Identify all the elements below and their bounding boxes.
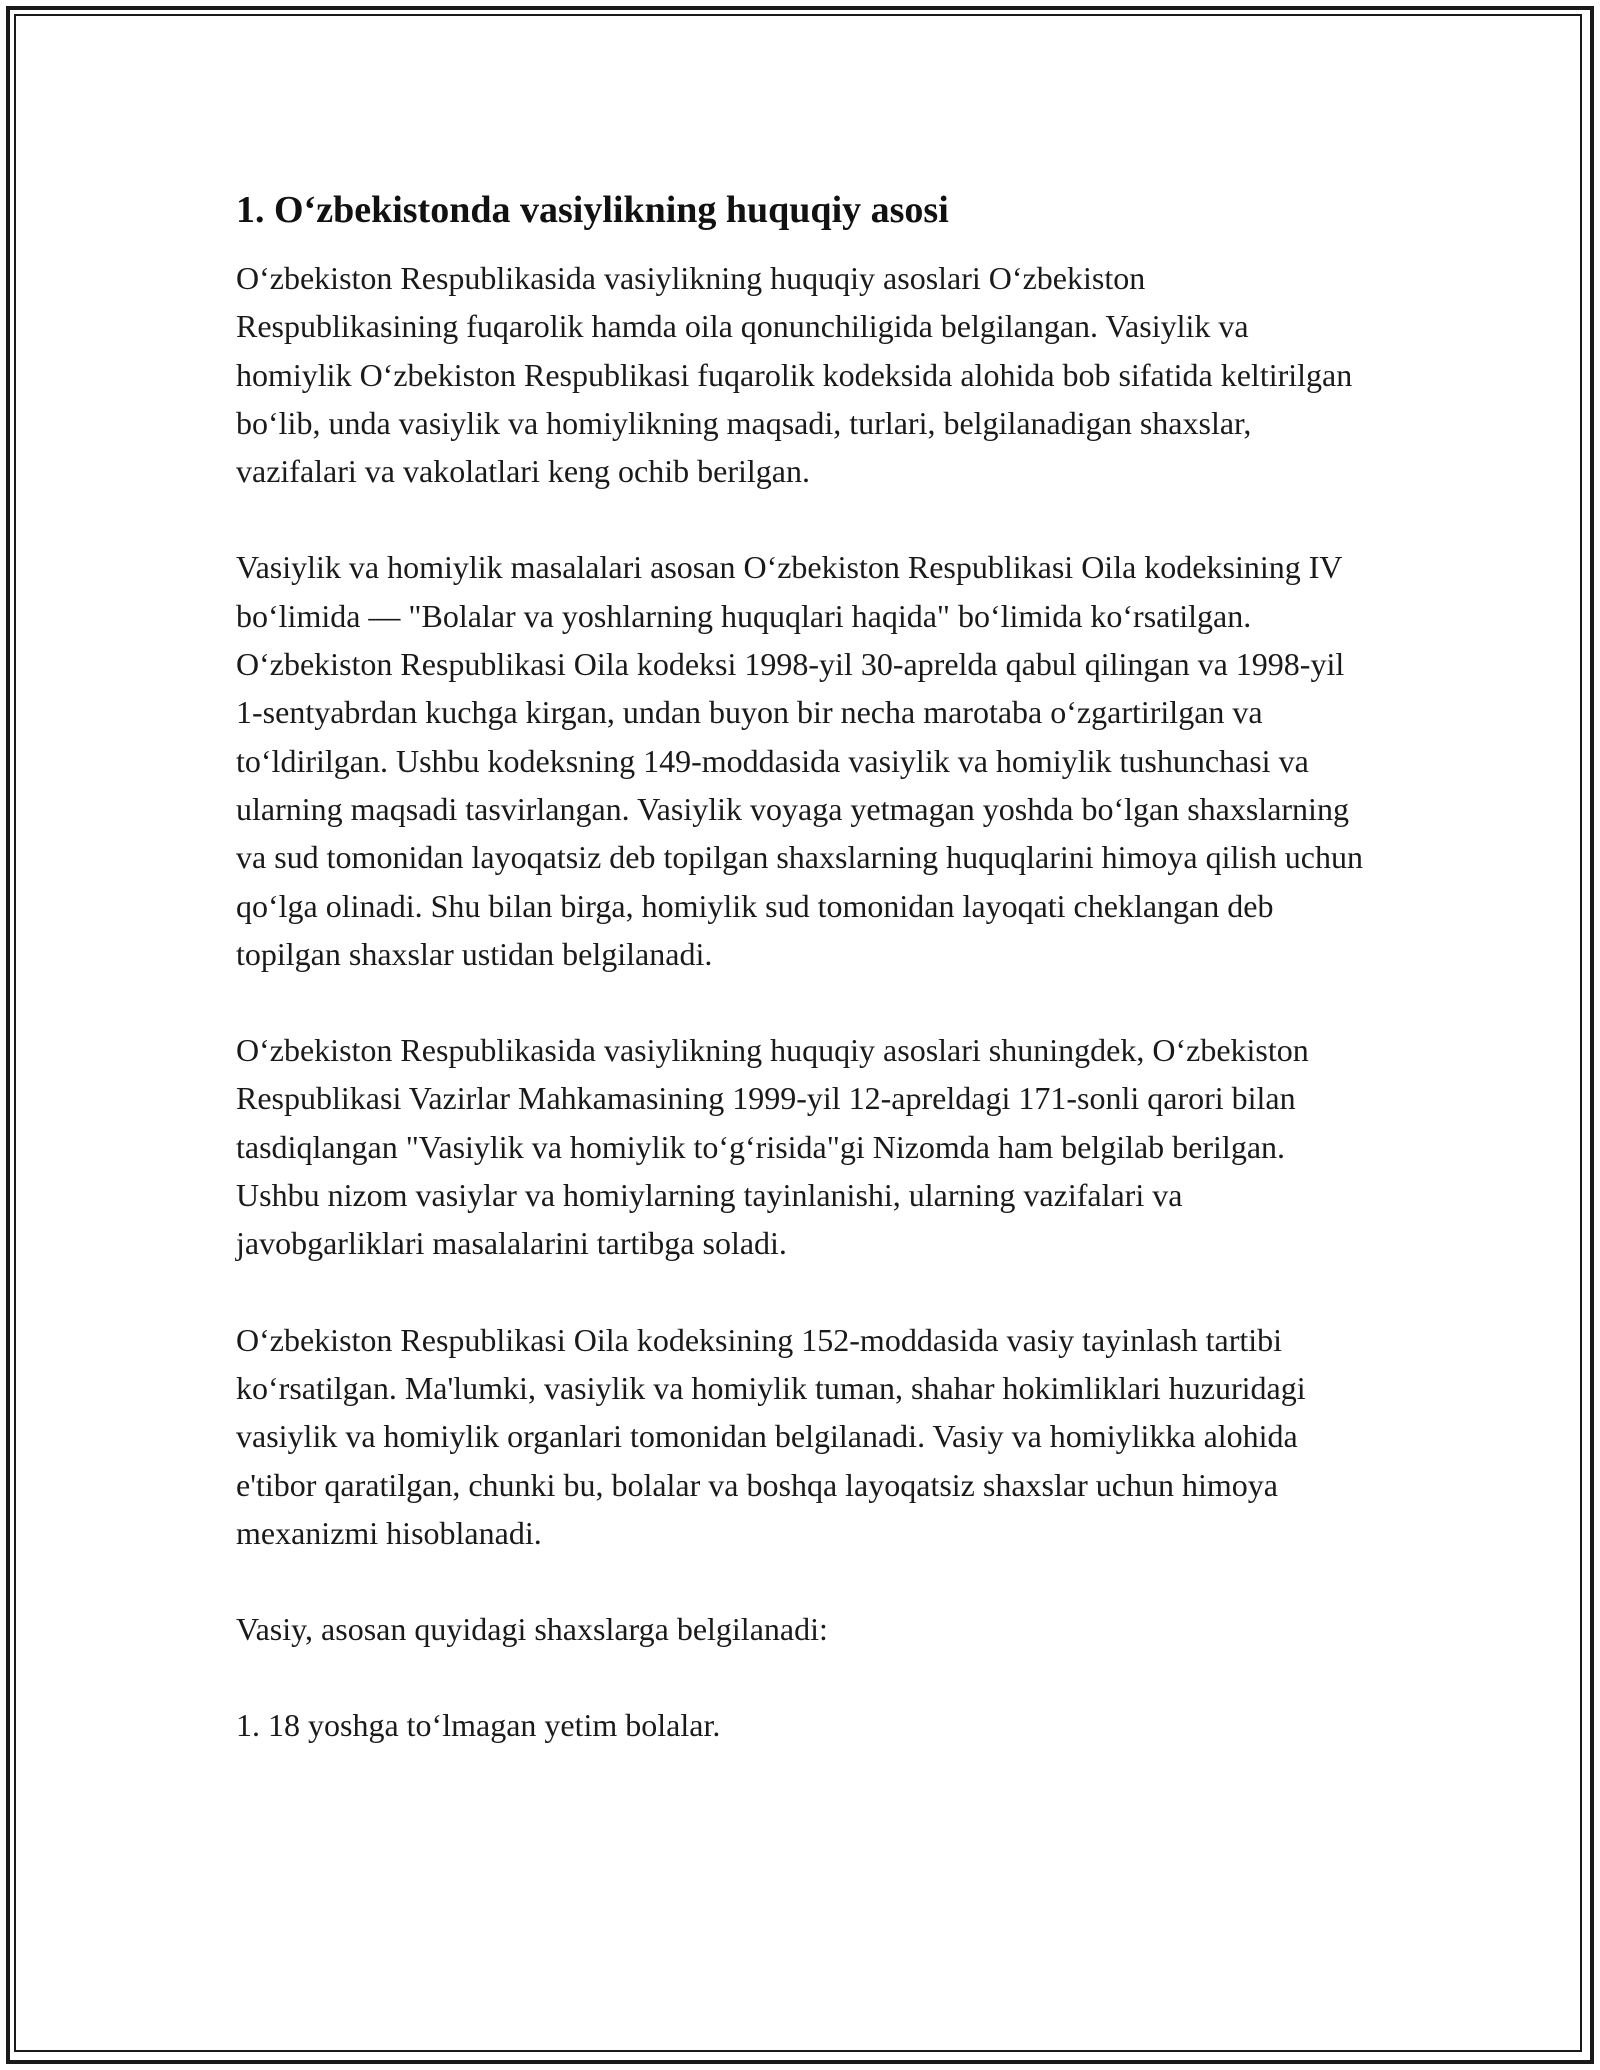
paragraph-1: O‘zbekiston Respublikasida vasiylikning huquqiy asoslari O‘zbekiston Respublikasining fuqarolik hamda oila qonunchiligida belgilangan. Vasiylik va homiylik O‘zbekiston Respublikasi fuqarolik kodeksida alohida bob sifatida keltirilgan bo‘lib, unda vasiylik va homiylikning maqsadi, turlari, belgilanadigan shaxslar, vazifalari va vakolatlari keng ochib berilgan.	[236, 260, 1353, 490]
paragraph-3: O‘zbekiston Respublikasida vasiylikning huquqiy asoslari shuningdek, O‘zbekiston Respublikasi Vazirlar Mahkamasining 1999-yil 12-apreldagi 171-sonli qarori bilan tasdiqlangan "Vasiylik va homiylik to‘g‘risida"gi Nizomda ham belgilab berilgan. Ushbu nizom vasiylar va homiylarning tayinlanishi, ularning vazifalari va javobgarliklari masalalarini tartibga soladi.	[236, 1032, 1309, 1262]
paragraph-2: Vasiylik va homiylik masalalari asosan O‘zbekiston Respublikasi Oila kodeksining IV bo‘limida — "Bolalar va yoshlarning huquqlari haqida" bo‘limida ko‘rsatilgan. O‘zbekiston Respublikasi Oila kodeksi 1998-yil 30-aprelda qabul qilingan va 1998-yil 1-sentyabrdan kuchga kirgan, undan buyon bir necha marotaba o‘zgartirilgan va to‘ldirilgan. Ushbu kodeksning 149-moddasida vasiylik va homiylik tushunchasi va ularning maqsadi tasvirlangan. Vasiylik voyaga yetmagan yoshda bo‘lgan shaxslarning va sud tomonidan layoqatsiz deb topilgan shaxslarning huquqlarini himoya qilish uchun qo‘lga olinadi. Shu bilan birga, homiylik sud tomonidan layoqati cheklangan deb topilgan shaxslar ustidan belgilanadi.	[236, 549, 1363, 972]
section-heading: 1. O‘zbekistonda vasiylikning huquqiy asosi	[236, 189, 949, 231]
paragraph-4: O‘zbekiston Respublikasi Oila kodeksining 152-moddasida vasiy tayinlash tartibi ko‘rsatilgan. Ma'lumki, vasiylik va homiylik tuman, shahar hokimliklari huzuridagi vasiylik va homiylik organlari tomonidan belgilanadi. Vasiy va homiylikka alohida e'tibor qaratilgan, chunki bu, bolalar va boshqa layoqatsiz shaxslar uchun himoya mexanizmi hisoblanadi.	[236, 1321, 1306, 1551]
paragraph-5: Vasiy, asosan quyidagi shaxslarga belgilanadi:	[236, 1611, 828, 1648]
list-item-1: 1. 18 yoshga to‘lmagan yetim bolalar.	[236, 1707, 721, 1744]
document-body	[236, 186, 1366, 1798]
